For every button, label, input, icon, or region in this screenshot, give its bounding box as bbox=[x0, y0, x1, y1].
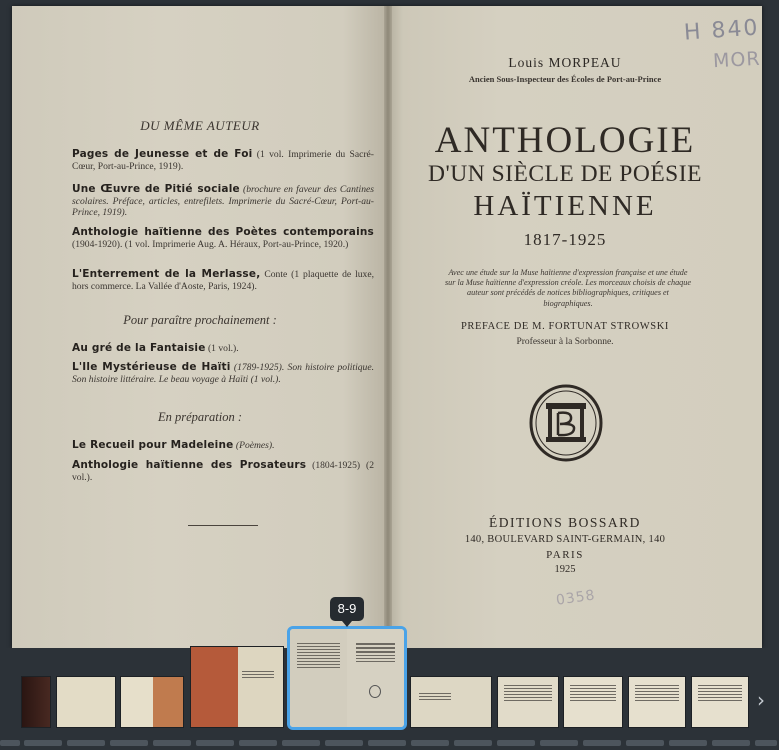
book-title-line-1: ANTHOLOGIE bbox=[434, 120, 696, 161]
publisher-logo-icon bbox=[528, 383, 604, 463]
divider bbox=[188, 525, 258, 526]
scrollbar-segment[interactable] bbox=[540, 740, 578, 746]
page-spread[interactable] bbox=[12, 6, 762, 648]
scrollbar-segment[interactable] bbox=[712, 740, 750, 746]
book-title-line-3: HAÏTIENNE bbox=[473, 190, 657, 222]
scrollbar-segment[interactable] bbox=[67, 740, 105, 746]
stamp-number-handwritten: 0358 bbox=[555, 587, 597, 609]
left-heading: DU MÊME AUTEUR bbox=[140, 118, 260, 133]
chevron-right-icon[interactable]: › bbox=[757, 688, 765, 712]
work-detail: Conte (1 plaquette de luxe, hors commerce. La Vallée d'Aoste, Paris, 1924). bbox=[72, 269, 375, 292]
scrollbar-segment[interactable] bbox=[325, 740, 363, 746]
work-detail: (brochure en faveur des Cantines scolaires. Préface, articles, entrefilets. Imprimerie du Sacré-Cœur, Port-au-Prince, 1919). bbox=[72, 184, 374, 218]
work-title: Anthologie haïtienne des Prosateurs bbox=[72, 459, 307, 471]
publisher-city: PARIS bbox=[546, 549, 584, 561]
scrollbar-segment[interactable] bbox=[196, 740, 234, 746]
book-title-line-2: D'UN SIÈCLE DE POÉSIE bbox=[428, 161, 702, 187]
work-title: Pages de Jeunesse et de Foi bbox=[72, 148, 253, 160]
scrollbar-segment[interactable] bbox=[669, 740, 707, 746]
work-detail: (1 vol.). bbox=[207, 343, 239, 354]
scrollbar-segment[interactable] bbox=[0, 740, 20, 746]
work-title: Anthologie haïtienne des Poètes contemporains bbox=[72, 226, 374, 238]
work-entry bbox=[72, 227, 374, 250]
scrollbar-segment[interactable] bbox=[454, 740, 492, 746]
in-prep-heading: En préparation : bbox=[157, 410, 243, 424]
scrollbar-segment[interactable] bbox=[755, 740, 777, 746]
scrollbar-segment[interactable] bbox=[239, 740, 277, 746]
work-detail: (1 vol. Imprimerie du Sacré-Cœur, Port-au-Prince, 1919). bbox=[72, 149, 375, 172]
author-name: Louis MORPEAU bbox=[508, 55, 622, 70]
forthcoming-heading: Pour paraître prochainement : bbox=[123, 313, 277, 327]
scrollbar-segment[interactable] bbox=[411, 740, 449, 746]
thumbnail[interactable] bbox=[21, 676, 51, 728]
in-prep-entry bbox=[72, 440, 374, 452]
scrollbar-segment[interactable] bbox=[153, 740, 191, 746]
scrollbar-segment[interactable] bbox=[626, 740, 664, 746]
forthcoming-entry bbox=[72, 343, 374, 355]
publication-year: 1925 bbox=[554, 564, 576, 575]
work-detail: (1789-1925). Son histoire politique. Son histoire littéraire. Le beau voyage à Haïti (1 vol.). bbox=[72, 362, 374, 385]
work-title: L'Enterrement de la Merlasse, bbox=[72, 268, 261, 280]
scrollbar-segment[interactable] bbox=[110, 740, 148, 746]
scrollbar-segment[interactable] bbox=[368, 740, 406, 746]
thumbnail[interactable] bbox=[410, 676, 492, 728]
book-years: 1817-1925 bbox=[523, 230, 607, 249]
thumbnail[interactable] bbox=[120, 676, 184, 728]
scrollbar-segment[interactable] bbox=[282, 740, 320, 746]
work-entry bbox=[72, 184, 374, 219]
thumbnail-current[interactable] bbox=[287, 626, 407, 730]
scrollbar-segment[interactable] bbox=[497, 740, 535, 746]
work-detail: (1904-1920). (1 vol. Imprimerie Aug. A. Héraux, Port-au-Prince, 1920.) bbox=[72, 238, 349, 250]
work-entry bbox=[72, 149, 374, 172]
preface-author-title: Professeur à la Sorbonne. bbox=[516, 337, 614, 347]
thumbnail[interactable] bbox=[691, 676, 749, 728]
in-prep-entry bbox=[72, 460, 374, 483]
call-number-handwritten: H 840 bbox=[683, 15, 761, 46]
thumbnail[interactable] bbox=[628, 676, 686, 728]
book-description: Avec une étude sur la Muse haïtienne d'expression française et une étude sur la Muse haïtienne d'expression créole. Les morceaux choisis de chaque auteur sont précédés de notices bibliographiques, critiques et biographiques. bbox=[444, 268, 692, 308]
preface-line: PREFACE DE M. FORTUNAT STROWSKI bbox=[460, 321, 670, 332]
page-number-tooltip: 8-9 bbox=[330, 597, 364, 621]
work-title: Le Recueil pour Madeleine bbox=[72, 439, 234, 451]
thumbnail[interactable] bbox=[563, 676, 623, 728]
work-detail: (1804-1925) (2 vol.). bbox=[72, 460, 374, 483]
call-number-suffix-handwritten: MOR bbox=[712, 47, 762, 73]
forthcoming-entry bbox=[72, 362, 374, 385]
scrollbar-segment[interactable] bbox=[583, 740, 621, 746]
work-title: L'Ile Mystérieuse de Haïti bbox=[72, 361, 231, 373]
work-title: Une Œuvre de Pitié sociale bbox=[72, 183, 240, 195]
thumbnail[interactable] bbox=[56, 676, 116, 728]
thumbnail[interactable] bbox=[190, 646, 284, 728]
publisher-name: ÉDITIONS BOSSARD bbox=[489, 515, 641, 530]
publisher-address: 140, BOULEVARD SAINT-GERMAIN, 140 bbox=[464, 534, 666, 545]
scrollbar-segment[interactable] bbox=[24, 740, 62, 746]
thumbnail[interactable] bbox=[497, 676, 559, 728]
work-title: Au gré de la Fantaisie bbox=[72, 342, 206, 354]
work-detail: (Poèmes). bbox=[235, 440, 275, 451]
author-title: Ancien Sous-Inspecteur des Écoles de Port-au-Prince bbox=[468, 74, 662, 84]
work-entry bbox=[72, 269, 374, 292]
